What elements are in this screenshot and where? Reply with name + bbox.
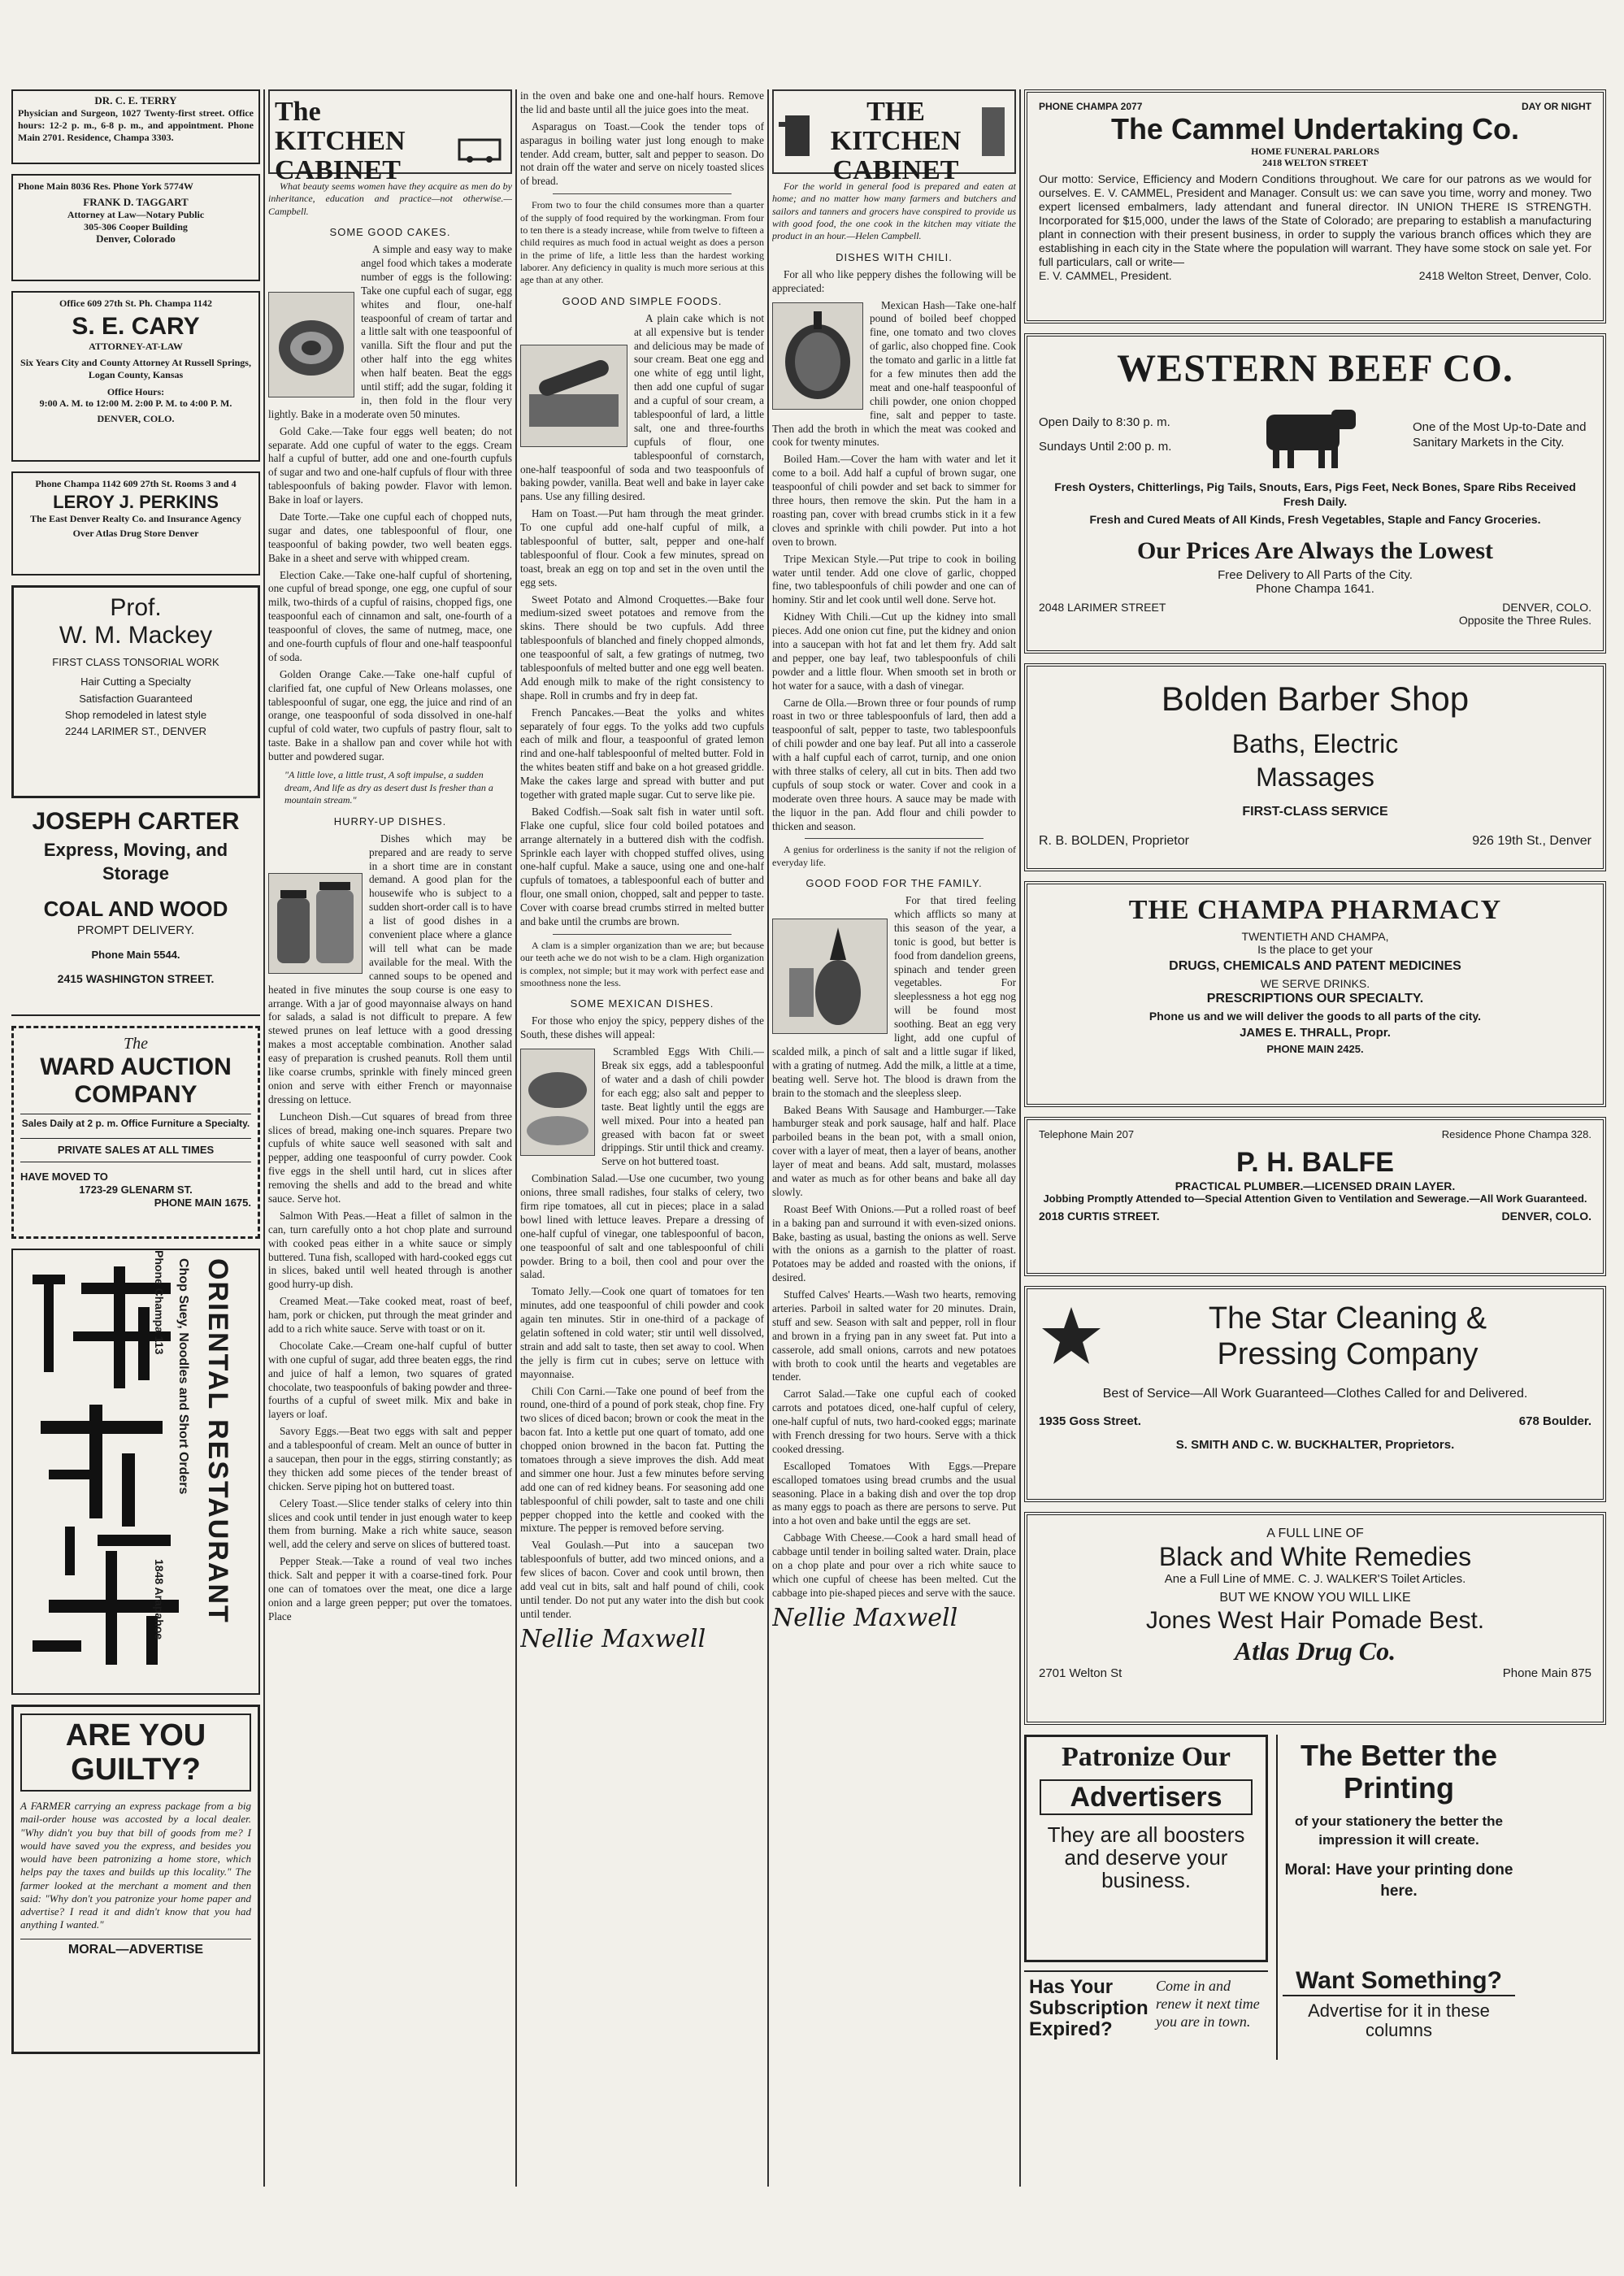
are-you-guilty-ad — [11, 1705, 260, 2054]
bolden-name: Bolden Barber Shop — [1161, 680, 1470, 718]
article-paragraph: Golden Orange Cake.—Take one-half cupful of clarified fat, one cupful of New Orleans molasses, one tablespoonful of sugar, one egg, the juice and rind of an orange, one teaspoonful of soda dissolved in one-half cupful of cold water, two cupfuls of pastry flour, salt to taste. Bake in a shallow pan and cover while hot with butter and powdered sugar. — [268, 667, 512, 763]
article-paragraph: Dishes which may be prepared and are ready to serve in a short time are in constant demand. A good plan for the housewife who is subject to a sudden short-order call is to have a list of good dishes in a convenient place where a glance will tell what can be made available for the meal. With the canned soups to be opened and heated in five minutes the soup course is one easy to arrange. With a jar of good mayonnaise always on hand for salads, a salad is not difficult to prepare. A few stewed prunes on leaf lettuce with a good dressing makes a most acceptable combination. Another salad easy of preparation is crushed peanuts. Roll them until like coarse crumbs, sprinkle with finely minced green onion and serve with either French or mayonnaise dressing on lettuce. — [268, 832, 512, 1105]
carter-phone: Phone Main 5544. — [91, 949, 180, 962]
bolden-line3: FIRST-CLASS SERVICE — [1242, 805, 1388, 819]
beef-name: WESTERN BEEF CO. — [1117, 347, 1513, 390]
carter-line2: COAL AND WOOD — [43, 897, 228, 922]
house-ads — [1024, 1735, 1606, 2060]
rolling-pin-illustration — [520, 345, 627, 447]
cary-desc: Six Years City and County Attorney At Russell Springs, Logan County, Kansas — [20, 357, 251, 380]
article-paragraph: Kidney With Chili.—Cut up the kidney into small pieces. Add one onion cut fine, put the kidney and onion into a saucepan with hot fat and let them fry. Add salt and pepper, one bay leaf, two tablespoonfuls of chili powder and a little flour. When smooth set in broth or hot water for a sauce, with a dash of vinegar. — [772, 610, 1016, 692]
pan-icon — [977, 99, 1010, 164]
want-title: Want Something? — [1283, 1967, 1515, 1996]
divider — [553, 934, 732, 935]
quote-paragraph: A genius for orderliness is the sanity if not the religion of everyday life. — [772, 844, 1016, 868]
subscription-ad — [1024, 1970, 1268, 2060]
perkins-ad — [11, 471, 260, 576]
carter-line3: PROMPT DELIVERY. — [76, 923, 195, 938]
want-something-ad — [1276, 1962, 1520, 2060]
article-paragraph: For those who enjoy the spicy, peppery dishes of the South, these dishes will appeal: — [520, 1014, 764, 1041]
article-paragraph: For that tired feeling which afflicts so many at this season of the year, a tonic is good, but better is food from dandelion greens, spinach and tender green vegetables. For sleeplessness a hot egg nog will be found most soothing. Beat an egg very light, add one cupful of scalded milk, a pinch of salt and a little sugar if liked, with a grating of nutmeg. Add the milk, a little at a time, beating well. Serve hot. The blood is drawn from the brain to the stomach and the sleepless sleep. — [772, 894, 1016, 1099]
star-name1: The Star Cleaning & — [1208, 1301, 1487, 1336]
champa-name: THE CHAMPA PHARMACY — [1128, 895, 1502, 925]
beef-line1: Fresh Oysters, Chitterlings, Pig Tails, Snouts, Ears, Pigs Feet, Neck Bones, Spare Ribs Received Fresh Daily. — [1054, 480, 1576, 509]
article-paragraph: Gold Cake.—Take four eggs well beaten; do not separate. Add one cupful of water to the eggs. Cream half a cupful of butter, add one and one-fourth cupfuls of sugar and two and one-half cupfuls of flour with three tablespoonfuls of baking powder. Flavor with lemon. Bake in loaf or layers. — [268, 424, 512, 506]
cary-ad — [11, 291, 260, 462]
guilty-body: A FARMER carrying an express package from a big mail-order house was accosted by a local dealer. "Why didn't you buy that bill of goods from me? I would have saved you the express, and besides you would have been patronizing a home store, which helps pay the taxes and builds up this locality." The farmer looked at the merchant a moment and then said: "Why don't you patronize your home paper and advertise? I read it and didn't know that you had anything I wanted." — [20, 1800, 251, 1931]
taggart-name: FRANK D. TAGGART — [83, 195, 189, 208]
atlas-l1: A FULL LINE OF — [1266, 1527, 1364, 1540]
ward-phone: PHONE MAIN 1675. — [154, 1197, 251, 1210]
champa-l7: JAMES E. THRALL, Propr. — [1240, 1026, 1391, 1040]
intro-quote: What beauty seems women have they acquire as men do by inheritance, education and practice—not otherwise.—Campbell. — [268, 180, 512, 217]
mackey-line2: Hair Cutting a Specialty — [80, 675, 191, 688]
subscription-left: Has Your Subscription Expired? — [1029, 1976, 1149, 2040]
balfe-l1: PRACTICAL PLUMBER.—LICENSED DRAIN LAYER. — [1175, 1179, 1456, 1192]
bolden-barber-ad — [1024, 663, 1606, 871]
section-heading: GOOD AND SIMPLE FOODS. — [562, 294, 723, 307]
cary-title: ATTORNEY-AT-LAW — [89, 340, 183, 352]
beef-city: DENVER, COLO. — [1502, 600, 1591, 614]
mackey-line4: Shop remodeled in latest style — [64, 708, 207, 721]
perkins-top: Phone Champa 1142 609 27th St. Rooms 3 and 4 — [35, 478, 237, 489]
beef-address: 2048 LARIMER STREET — [1039, 600, 1166, 614]
patronize-ad — [1024, 1735, 1268, 1962]
atlas-name: Atlas Drug Co. — [1234, 1636, 1396, 1666]
column-rule — [263, 89, 265, 2187]
oriental-phone: Phone Champa 113 — [153, 1250, 166, 1355]
banner-title: The KITCHEN CABINET — [275, 97, 406, 185]
guilty-title: ARE YOU GUILTY? — [20, 1714, 251, 1792]
ward-private: PRIVATE SALES AT ALL TIMES — [20, 1138, 251, 1162]
cammel-daynight: DAY OR NIGHT — [1521, 101, 1591, 112]
ward-sales: Sales Daily at 2 p. m. Office Furniture a Specialty. — [20, 1114, 251, 1130]
taggart-title: Attorney at Law—Notary Public — [67, 208, 205, 220]
cammel-body: Our motto: Service, Efficiency and Modern Conditions throughout. We care for our patrons as we would for ourselves. E. V. CAMMEL, President and Manager. Consult us: we can save you time, worry and money. Two expert licensed embalmers, lady attendant and funeral director. IN UNION THERE IS STRENGTH. Incorporated for $15,000, under the laws of the State of Colorado; are preparing to establish a manufacturing plant in connection with their present business, in order to supply the various branch offices which they are establishing in each city in the State where the population will warrant. They have some stock on sale yet. For full particulars, call or write— — [1039, 172, 1591, 269]
taggart-city: Denver, Colorado — [96, 232, 176, 245]
article-paragraph: Sweet Potato and Almond Croquettes.—Bake four medium-sized sweet potatoes and remove from the skins. There should be two cupfuls. Add three tablespoonfuls of blanched and finely chopped almonds, one teaspoonful of salt, a few gratings of nutmeg, two tablespoonfuls of melted butter and one egg well beaten. Add enough milk to make of the right consistency to shape. Roll in crumbs and fry in deep fat. — [520, 593, 764, 701]
column-2-kitchen-cabinet — [268, 89, 512, 1627]
article-paragraph: Salmon With Peas.—Heat a fillet of salmon in the can, turn carefully onto a hot chop plate and surround with cooked peas either in a white sauce or simply buttered. Tuna fish, scalloped with hard-cooked eggs cut in slices, baked until well heated through is another good hurry-up dish. — [268, 1209, 512, 1291]
champa-l4: WE SERVE DRINKS. — [1260, 977, 1370, 990]
taggart-ad — [11, 174, 260, 281]
western-beef-ad — [1024, 333, 1606, 654]
article-paragraph: Scrambled Eggs With Chili.—Break six eggs, add a tablespoonful of water and a dash of chili powder for each egg; also salt and pepper to taste. Beat lightly until the eggs are well mixed. Pour into a heated pan greased with bacon fat or sweet drippings. Stir until thick and creamy. Serve on hot buttered toast. — [601, 1045, 764, 1168]
atlas-l4: BUT WE KNOW YOU WILL LIKE — [1219, 1591, 1411, 1605]
stove-icon — [455, 132, 504, 164]
oriental-address: 1848 Arapahoe — [153, 1559, 166, 1640]
balfe-plumber-ad — [1024, 1117, 1606, 1276]
bolden-address: 926 19th St., Denver — [1472, 834, 1591, 848]
beef-right-text: One of the Most Up-to-Date and Sanitary Markets in the City. — [1413, 419, 1587, 450]
mackey-line5: 2244 LARIMER ST., DENVER — [64, 725, 207, 737]
beef-slogan: Our Prices Are Always the Lowest — [1136, 536, 1493, 564]
atlas-l2: Black and White Remedies — [1158, 1542, 1472, 1571]
article-paragraph: Baked Beans With Sausage and Hamburger.—Take hamburger steak and pork sausage, half and half. Place parboiled beans in the bean pot, with a small onion, cover with a layer of meat, then a layer of beans, another layer of meat and beans. Add salt, mustard, molasses and water as much as for other beans and bake all day slowly. — [772, 1103, 1016, 1198]
article-paragraph: Election Cake.—Take one-half cupful of shortening, one cupful of bread sponge, one egg, one cupful of sour milk, two-thirds of a cupful of raisins, chopped figs, one teaspoonful each of cinnamon and salt, one-fourth of a teaspoonful of cloves, the same of nutmeg, mace, one and one-fourth cupfuls of flour and one-half teaspoonful of soda. — [268, 568, 512, 663]
bolden-line2: Massages — [1256, 762, 1374, 792]
article-paragraph: Carrot Salad.—Take one cupful each of cooked carrots and potatoes diced, one-half cupful of celery, one-half cupful of nuts, two hard-cooked eggs; marinate with French dressing for two hours. Serve with a thick cooked dressing. — [772, 1388, 1016, 1455]
jars-illustration — [268, 873, 363, 974]
perkins-name: LEROY J. PERKINS — [53, 491, 219, 512]
article-paragraph: Asparagus on Toast.—Cook the tender tops of asparagus in boiling water just long enough to make tender. Add cream, butter, salt and pepper to season. Do not drain off the water and serve on nicely toasted slices of bread. — [520, 119, 764, 188]
beef-hours1: Open Daily to 8:30 p. m. — [1039, 415, 1170, 429]
mackey-line3: Satisfaction Guaranteed — [79, 692, 193, 705]
want-body: Advertise for it in these columns — [1308, 2000, 1490, 2040]
banner-title: THE KITCHEN CABINET — [830, 97, 962, 185]
article-paragraph: A simple and easy way to make angel food which takes a moderate number of eggs is the following: Take one cupful each of sugar, egg whites and flour, one-half teaspoonful of cream of tartar and a little salt with one teaspoonful of vanilla. Sift the flour and put the other half into the egg whites when half beaten. Beat the eggs until stiff; add the sugar, folding it in, then fold in the flour very lightly. Bake in a moderate oven 50 minutes. — [268, 243, 512, 420]
article-paragraph: Cabbage With Cheese.—Cook a hard small head of cabbage until tender in boiling salted water. Drain, place on a chop plate and pour over a rich white sauce to which one cupful of cheese has been melted. Cut the cabbage into pie-shaped pieces and serve with the sauce. — [772, 1531, 1016, 1599]
author-signature: Nellie Maxwell — [772, 1603, 958, 1632]
bolden-line1: Baths, Electric — [1231, 729, 1399, 758]
mackey-prof: Prof. — [110, 594, 162, 621]
article-paragraph: Savory Eggs.—Beat two eggs with salt and pepper and a tablespoonful of cream. Melt an ounce of butter in a saucepan, then pour in the eggs, stirring constantly; as they thicken add some pieces of the tender breast of chicken. Serve piping hot on buttered toast. — [268, 1425, 512, 1492]
poem: "A little love, a little trust, A soft impulse, a sudden dream, And life as dry as desert dust Is fresher than a mountain stream." — [284, 769, 493, 806]
atlas-drug-ad — [1024, 1512, 1606, 1725]
atlas-l3: Ane a Full Line of MME. C. J. WALKER'S Toilet Articles. — [1164, 1572, 1466, 1586]
divider — [553, 193, 732, 194]
balfe-name: P. H. BALFE — [1236, 1147, 1394, 1178]
balfe-address: 2018 CURTIS STREET. — [1039, 1209, 1160, 1223]
article-paragraph: Chocolate Cake.—Cream one-half cupful of butter with one cupful of sugar, add three beaten eggs, the rind and juice of half a lemon, two squares of grated chocolate, two teaspoonfuls of baking powder and three-fourths of a cupful of sweet milk. Mix and bake in layers or loaf. — [268, 1339, 512, 1421]
column-rule — [1019, 89, 1021, 2187]
oriental-name: ORIENTAL RESTAURANT — [202, 1258, 233, 1624]
carter-name: JOSEPH CARTER — [32, 808, 240, 835]
article-paragraph: Boiled Ham.—Cover the ham with water and let it come to a boil. Add half a cupful of brown sugar, one teaspoonful of chili powder and set back to simmer for three hours, then remove the skin. Put the ham in a roasting pan, cover with bread crumbs stick in it a few cloves and sprinkle with chili powder. Put into a hot oven to brown. — [772, 453, 1016, 548]
article-paragraph: Celery Toast.—Slice tender stalks of celery into thin slices and cook until tender in just enough water to keep them from burning. Make a rich white sauce, season well, add the celery and serve on slices of buttered toast. — [268, 1496, 512, 1551]
mackey-ad — [11, 585, 260, 798]
chinese-characters-logo — [16, 1258, 195, 1681]
pineapple-vegetables-illustration — [772, 919, 888, 1034]
champa-l3: DRUGS, CHEMICALS AND PATENT MEDICINES — [1169, 959, 1461, 973]
article-paragraph: Escalloped Tomatoes With Eggs.—Prepare escalloped tomatoes using bread crumbs and the usual seasoning. Place in a baking dish and over the top drop as many eggs to poach as there are persons to serve. Put into a hot oven and bake until the eggs are set. — [772, 1459, 1016, 1527]
balfe-phone: Telephone Main 207 — [1039, 1128, 1135, 1140]
terry-details: Physician and Surgeon, 1027 Twenty-first street. Office hours: 12-2 p. m., 6-8 p. m., and appointment. Phone Main 2701. Residence, Champa 3303. — [18, 107, 254, 143]
balfe-residence: Residence Phone Champa 328. — [1441, 1128, 1591, 1140]
perkins-lines: The East Denver Realty Co. and Insurance Agency — [30, 512, 241, 524]
champa-l2: Is the place to get your — [1257, 943, 1373, 956]
kitchen-cabinet-banner — [268, 89, 512, 185]
ward-name1: WARD AUCTION — [40, 1053, 232, 1080]
article-paragraph: Date Torte.—Take one cupful each of chopped nuts, sugar and dates, one tablespoonful of flour, one teaspoonful of baking powder, two well beaten eggs. Bake in a sheet and serve with whipped cream. — [268, 510, 512, 564]
star-name2: Pressing Company — [1217, 1337, 1479, 1371]
better-moral: Moral: Have your printing done here. — [1284, 1861, 1513, 1900]
article-paragraph: Pepper Steak.—Take a round of veal two inches thick. Salt and pepper it with a coarse-tined fork. Pour one can of tomatoes over the meat, one dice a large onion and a large green pepper; put over the tomatoes. Place — [268, 1555, 512, 1622]
article-paragraph: Tripe Mexican Style.—Put tripe to cook in boiling water until tender. Add one clove of garlic, chopped fine, two tablespoonfuls of chili powder and one can of hominy. Stir and let cook until well done. Serve hot. — [772, 552, 1016, 606]
better-body: of your stationery the better the impression it will create. — [1295, 1813, 1503, 1848]
star-props: S. SMITH AND C. W. BUCKHALTER, Proprietors. — [1175, 1438, 1455, 1453]
article-paragraph: Mexican Hash—Take one-half pound of boiled beef chopped fine, one tomato and two cloves of garlic, also chopped fine. Cook the tomato and garlic in a little fat for a few minutes then add the meat and one-half teaspoonful of chili powder, one onion chopped fine, salt and pepper to taste. Then add the broth in which the meat was cooked and cook for twenty minutes. — [772, 298, 1016, 449]
beef-opposite: Opposite the Three Rules. — [1458, 613, 1591, 627]
column-rule — [515, 89, 517, 2187]
article-paragraph: Carne de Olla.—Brown three or four pounds of rump roast in two or three tablespoonfuls of lard, then add a teaspoonful of salt, pepper to taste, two tablespoonfuls of chili powder and one bay leaf. Put all into a casserole with a half cupful each of carrot, turnip, and one onion with three stalks of celery, all cut in bits. Then add two cupfuls of soup stock or water. Cover and cook in a moderate oven three hours. A sauce may be made with the liquor in the pan. Add flour and chili powder to thicken and season. — [772, 696, 1016, 832]
star-icon — [1039, 1304, 1104, 1369]
champa-l8: PHONE MAIN 2425. — [1266, 1043, 1364, 1055]
carter-line1: Express, Moving, and Storage — [43, 840, 228, 884]
ward-address: 1723-29 GLENARM ST. — [79, 1184, 193, 1197]
section-heading: HURRY-UP DISHES. — [333, 814, 447, 827]
article-paragraph: Roast Beef With Onions.—Put a rolled roast of beef in a baking pan and surround it with even-sized onions. Bake, basting as usual, basting the onions as well. Serve with the onions as a garnish to the platter of roast. Potatoes may be added and roasted with the onions, if desired. — [772, 1202, 1016, 1284]
champa-l1: TWENTIETH AND CHAMPA, — [1241, 930, 1389, 943]
terry-name: DR. C. E. TERRY — [94, 94, 177, 106]
atlas-address: 2701 Welton St — [1039, 1666, 1122, 1680]
balfe-city: DENVER, COLO. — [1501, 1209, 1591, 1223]
cammel-sub1: HOME FUNERAL PARLORS — [1251, 145, 1379, 157]
cary-hours: 9:00 A. M. to 12:00 M. 2:00 P. M. to 4:00 P. M. — [39, 397, 232, 410]
patronize-body: They are all boosters and deserve your business. — [1047, 1822, 1245, 1892]
column-1-ads — [11, 89, 260, 2064]
cow-icon — [1250, 398, 1364, 471]
oriental-sub: Chop Suey, Noodles and Short Orders — [176, 1258, 190, 1495]
article-paragraph: Ham on Toast.—Put ham through the meat grinder. To one cupful add one-half cupful of milk, a tablespoonful of butter, salt, pepper and one-half tablespoonful of flour. Cook a few minutes, spread on toast, break an egg on top and set in the oven until the egg sets. — [520, 507, 764, 589]
cary-top: Office 609 27th St. Ph. Champa 1142 — [59, 298, 212, 309]
article-paragraph: in the oven and bake one and one-half hours. Remove the lid and baste until all the juice goes into the meat. — [520, 89, 764, 115]
cary-name: S. E. CARY — [72, 312, 200, 340]
guilty-moral: MORAL—ADVERTISE — [20, 1939, 251, 1957]
better-printing-ad — [1276, 1735, 1520, 1962]
article-paragraph: From two to four the child consumes more than a quarter of the supply of food required by the workingman. From four to ten there is a steady increase, while from twelve to fifteen a child requires as much food in actual weight as does a person in the prime of life, a little less than the hardest working laborer. Any deficiency in quality is much more serious at this age than at any other. — [520, 199, 764, 286]
cary-city: DENVER, COLO. — [97, 412, 175, 424]
column-rule — [767, 89, 769, 2187]
peppers-illustration — [772, 302, 863, 410]
section-heading: DISHES WITH CHILI. — [836, 250, 953, 263]
rolled-cake-illustration — [268, 292, 354, 397]
cammel-address: 2418 Welton Street, Denver, Colo. — [1418, 269, 1591, 283]
kitchen-cabinet-banner — [772, 89, 1016, 185]
atlas-phone: Phone Main 875 — [1502, 1666, 1591, 1680]
champa-l6: Phone us and we will deliver the goods to all parts of the city. — [1149, 1010, 1482, 1023]
section-heading: GOOD FOOD FOR THE FAMILY. — [805, 877, 983, 890]
bowl-illustration — [520, 1049, 595, 1156]
ward-moved: HAVE MOVED TO — [20, 1170, 108, 1183]
cammel-sub2: 2418 WELTON STREET — [1262, 157, 1368, 169]
divider — [805, 838, 984, 839]
oriental-restaurant-ad — [11, 1249, 260, 1695]
champa-l5: PRESCRIPTIONS OUR SPECIALTY. — [1206, 992, 1424, 1006]
cammel-president: E. V. CAMMEL, President. — [1039, 269, 1172, 283]
cammel-phone: PHONE CHAMPA 2077 — [1039, 101, 1143, 112]
author-signature: Nellie Maxwell — [520, 1624, 706, 1653]
star-addr1: 1935 Goss Street. — [1039, 1414, 1141, 1429]
star-l1: Best of Service—All Work Guaranteed—Clothes Called for and Delivered. — [1102, 1387, 1528, 1401]
section-heading: SOME MEXICAN DISHES. — [570, 997, 714, 1010]
intro-quote: For the world in general food is prepared and eaten at home; and no matter how many farmers and butchers and sailors and tanners and grocers have conspired to provide us with good food, the one cook in the kitchen may vitiate the product in an hour.—Helen Campbell. — [772, 180, 1016, 242]
patronize-title: Patronize Our — [1061, 1742, 1231, 1772]
article-paragraph: Stuffed Calves' Hearts.—Wash two hearts, removing arteries. Parboil in salted water for 20 minutes. Drain, stuff and sew. Season with salt and pepper, roll in flour and brown in a frying pan in any sweet fat. Put into a casserole, add small onions, carrots and new potatoes with broth to cook until the hearts and vegetables are tender. — [772, 1288, 1016, 1383]
column-4-kitchen-cabinet — [772, 89, 1016, 1632]
article-paragraph: Combination Salad.—Use one cucumber, two young onions, three small radishes, four stalks of celery, two firm ripe tomatoes, all cut in pieces; place in a salad bowl lined with lettuce leaves. Prepare a dressing of one-half cupful of vinegar, one tablespoonful of bacon, one teaspoonful of salt and one tablespoonful of chili powder. Bring to a boil, then cool and pour over the salad. — [520, 1172, 764, 1281]
perkins-bottom: Over Atlas Drug Store Denver — [72, 528, 199, 540]
beef-phone: Phone Champa 1641. — [1256, 581, 1374, 596]
article-paragraph: Creamed Meat.—Take cooked meat, roast of beef, ham, pork or chicken, put through the meat grinder and add to a rich white sauce. Serve with toast or on it. — [268, 1295, 512, 1335]
beef-delivery: Free Delivery to All Parts of the City. — [1218, 567, 1413, 582]
article-paragraph: Chili Con Carni.—Take one pound of beef from the round, one-third of a pound of pork steak, chop fine. Fry two slices of diced bacon; brown or cook the meat in the bacon fat. Into a kettle put one quart of tomato, add one chopped onion browned in the bacon fat. Putting the tomatoes through a sieve improves the dish. Add meat and simmer one hour. Just a few minutes before serving add one can of red kidney beans. For seasoning add one tablespoonful of chili powder, salt to taste and one chili pepper chopped into the kettle and cooked with the mixture. The pepper is removed before serving. — [520, 1384, 764, 1535]
mackey-line1: FIRST CLASS TONSORIAL WORK — [52, 656, 219, 668]
article-paragraph: Luncheon Dish.—Cut squares of bread from three slices of bread, making one-inch squares. Prepare two cupfuls of white sauce well seasoned with salt and pepper, adding one teaspoonful of curry powder. Cook five eggs in the shell until hard, cut in slices after removing the shells and add to the bread and white sauce. Serve hot. — [268, 1110, 512, 1205]
atlas-l5: Jones West Hair Pomade Best. — [1145, 1607, 1485, 1634]
cary-hours-label: Office Hours: — [106, 385, 165, 397]
article-paragraph: French Pancakes.—Beat the yolks and whites separately of four eggs. To the yolks add two cupfuls each of milk and flour, a teaspoonful of grated lemon rind and one-half tablespoonful of melted butter. Fold in the whites beaten stiff and bake on a hot greased griddle. Make the cakes large and spread with butter and put together with grated maple sugar. Cut to serve like pie. — [520, 706, 764, 801]
article-paragraph: For all who like peppery dishes the following will be appreciated: — [772, 267, 1016, 294]
carter-ad — [11, 808, 260, 1016]
column-3-recipes — [520, 89, 764, 1653]
article-paragraph: Veal Goulash.—Put into a saucepan two tablespoonfuls of butter, add two minced onions, and a few slices of bacon. Cover and cook until brown, then add veal cut in bits, salt and half pound of chili, cook until tender. Do not put any water into the dish but cook until tender. — [520, 1539, 764, 1620]
cammel-undertaking-ad — [1024, 89, 1606, 324]
article-paragraph: Baked Codfish.—Soak salt fish in water until soft. Flake one cupful, slice four cold boiled potatoes and arrange alternately in a buttered dish with the codfish. Sprinkle each layer with chopped stuffed olives, using one-half cupful. Make a sauce, using one and one-half cupfuls of tomatoes, a tablespoonful each of butter and flour, one small onion, chopped, salt and pepper to taste. Cover with coarse bread crumbs stirred in melted butter and bake until the crumbs are brown. — [520, 805, 764, 928]
beef-line2: Fresh and Cured Meats of All Kinds, Fresh Vegetables, Staple and Fancy Groceries. — [1089, 513, 1541, 527]
ward-the: The — [124, 1035, 148, 1053]
coffee-pot-icon — [779, 99, 819, 164]
star-cleaning-ad — [1024, 1286, 1606, 1502]
better-title: The Better the Printing — [1300, 1739, 1498, 1805]
section-heading: SOME GOOD CAKES. — [329, 226, 451, 239]
column-5-ads — [1024, 89, 1606, 2060]
star-addr2: 678 Boulder. — [1518, 1414, 1591, 1429]
mackey-name: W. M. Mackey — [59, 622, 213, 649]
subscription-right: Come in and renew it next time you are in town. — [1156, 1978, 1260, 2030]
article-paragraph: Tomato Jelly.—Cook one quart of tomatoes for ten minutes, add one teaspoonful of chili powder and cook again ten minutes. Stir in one-third of a package of gelatin softened in cold water; stir until well dissolved, strain and add salt to taste, then set away to cool. When the jelly is firm cut in cubes; serve on lettuce with mayonnaise. — [520, 1285, 764, 1380]
ward-auction-ad — [11, 1026, 260, 1239]
ward-name2: COMPANY — [74, 1081, 198, 1108]
champa-pharmacy-ad — [1024, 881, 1606, 1107]
quote-paragraph: A clam is a simpler organization than we are; but because our teeth ache we do not wish to be a clam. High organization is complex, not simple; but it may work with perfect ease and smoothness none the less. — [520, 939, 764, 989]
taggart-address: 305-306 Cooper Building — [84, 220, 188, 232]
carter-address: 2415 WASHINGTON STREET. — [57, 972, 215, 986]
article-paragraph: A plain cake which is not at all expensive but is tender and delicious may be made of sour cream. Beat one egg and one white of egg until light, then add one cupful of sugar and a cupful of sour cream, a tablespoonful of lard, a little salt, one and three-fourths cupfuls of flour, one tablespoonful of cornstarch, one-half teaspoonful of soda and two teaspoonfuls of baking powder, vanilla. Beat well and bake in layer cake pans. Use any filling desired. — [520, 311, 764, 503]
taggart-phones: Phone Main 8036 Res. Phone York 5774W — [18, 180, 193, 192]
terry-ad — [11, 89, 260, 164]
patronize-sub: Advertisers — [1040, 1779, 1253, 1815]
newspaper-page — [11, 89, 1606, 2187]
beef-hours2: Sundays Until 2:00 p. m. — [1039, 440, 1172, 454]
balfe-l2: Jobbing Promptly Attended to—Special Attention Given to Ventilation and Sewerage.—All Work Guaranteed. — [1043, 1192, 1587, 1205]
cammel-name: The Cammel Undertaking Co. — [1110, 111, 1520, 146]
bolden-proprietor: R. B. BOLDEN, Proprietor — [1039, 834, 1189, 848]
